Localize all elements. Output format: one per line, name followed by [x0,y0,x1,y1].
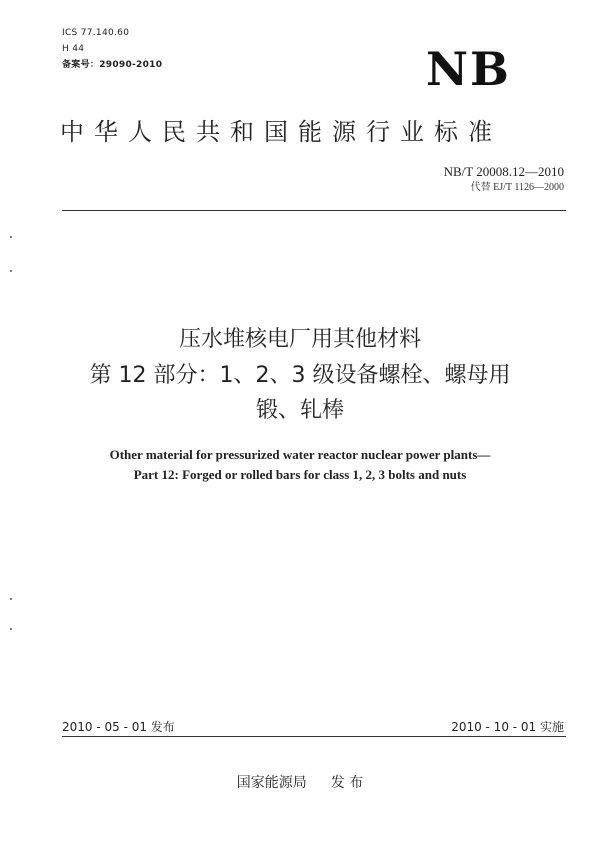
issue-date: 2010 - 05 - 01 发布 [62,720,175,734]
filing-number: 备案号：29090-2010 [62,60,163,70]
publisher-line [0,774,600,792]
publisher-action: 发 布 [330,775,364,791]
cn-title-line-2: 第 12 部分：1、2、3 级设备螺栓、螺母用 [89,363,511,388]
nb-logo: NB [426,42,511,96]
implementation-date: 2010 - 10 - 01 实施 [451,720,564,734]
scan-speck [10,628,12,630]
header-divider [62,210,566,211]
standard-category-title: 中华人民共和国能源行业标准 [60,118,502,146]
scan-speck [10,598,12,600]
ics-code: ICS 77.140.60 [62,28,130,38]
cn-title-line-3: 锻、轧棒 [255,398,344,423]
cn-title-line-1: 压水堆核电厂用其他材料 [178,327,421,352]
publisher-name: 国家能源局 [236,775,307,791]
scan-speck [10,270,12,272]
standard-number: NB/T 20008.12—2010 [443,164,564,179]
ccs-code: H 44 [62,44,85,54]
en-title-line-2: Part 12: Forged or rolled bars for class 1, 2, 3 bolts and nuts [133,467,467,482]
replaces-standard: 代替 EJ/T 1126—2000 [470,182,564,193]
en-title-line-1: Other material for pressurized water reactor nuclear power plants— [109,447,491,462]
footer-divider [62,736,566,737]
scan-speck [10,236,12,238]
